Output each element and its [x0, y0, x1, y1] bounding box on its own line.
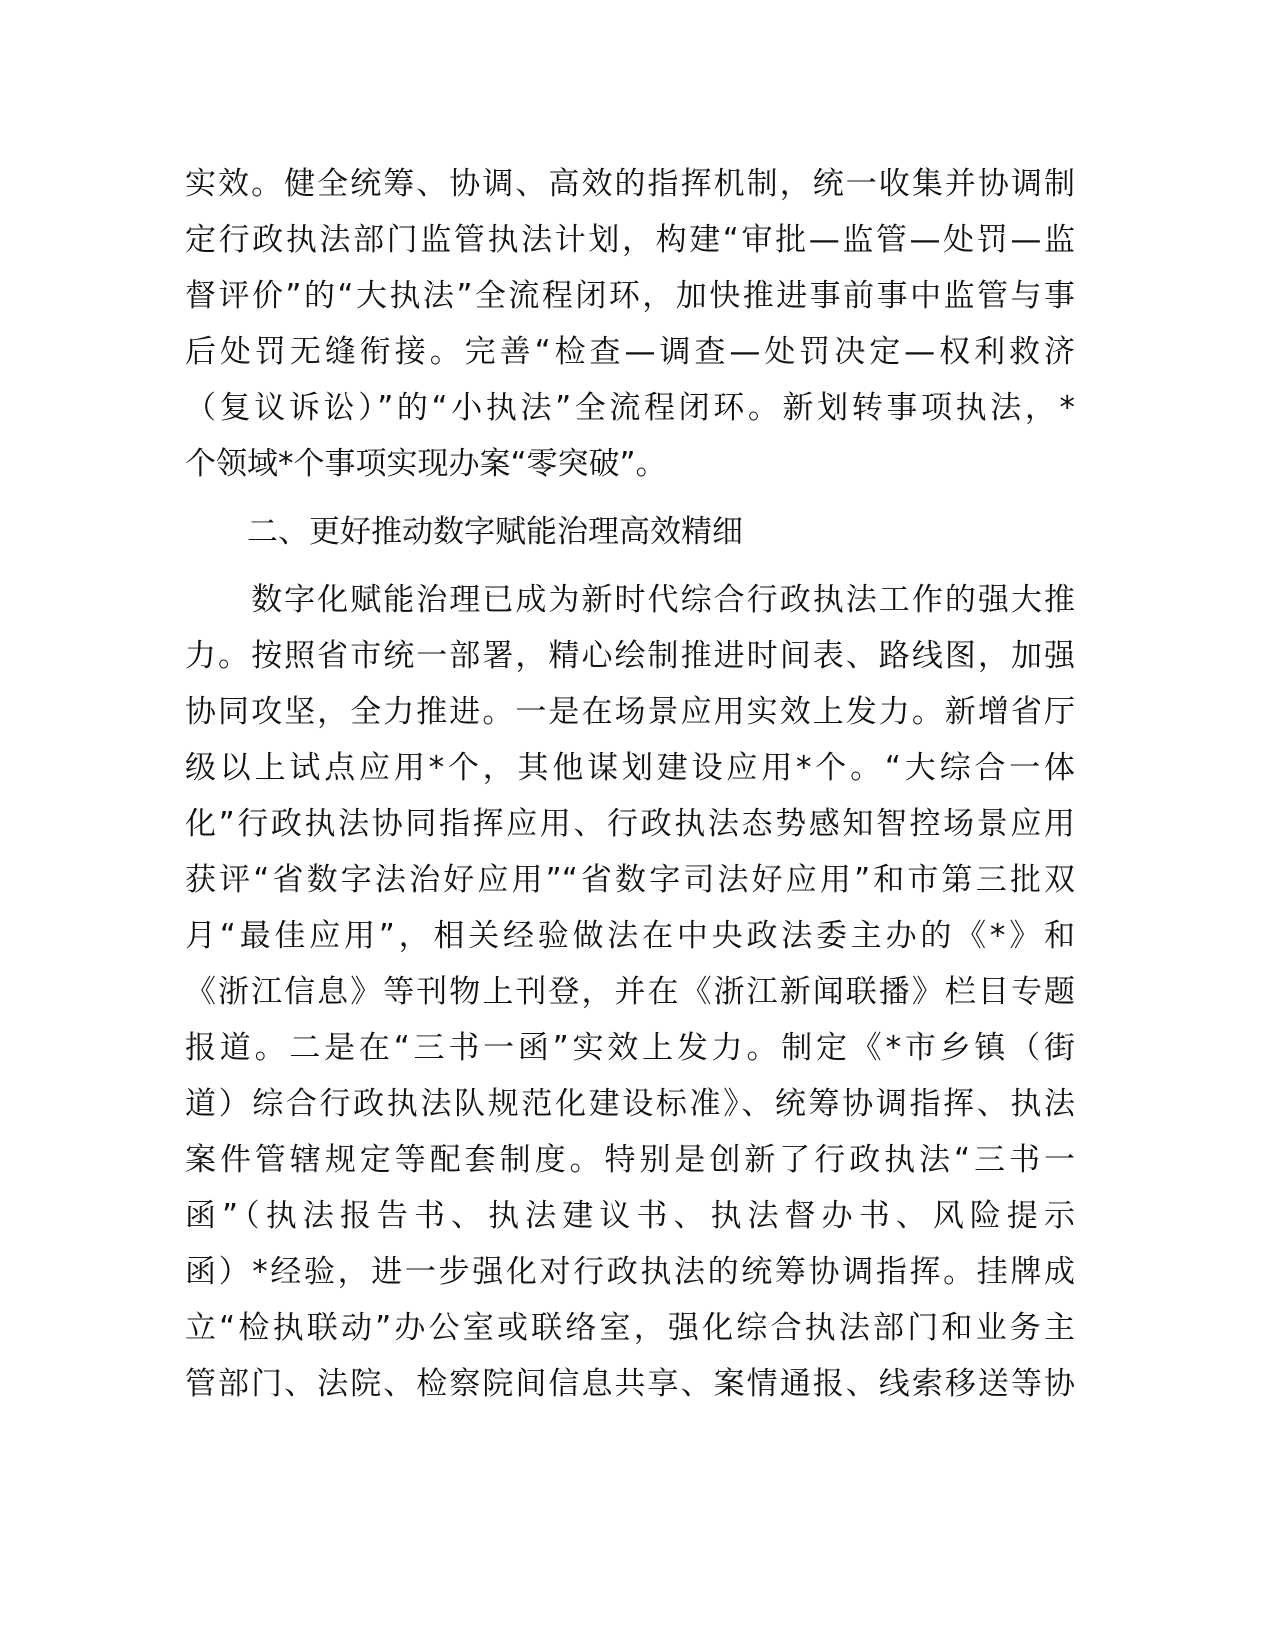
text-line: 函”（执法报告书、执法建议书、执法督办书、风险提示 [185, 1198, 1075, 1234]
text-line: 道）综合行政执法队规范化建设标准》、统筹协调指挥、执法 [185, 1086, 1075, 1122]
text-line: 督评价”的“大执法”全流程闭环，加快推进事前事中监管与事 [185, 278, 1075, 314]
text-line: 力。按照省市统一部署，精心绘制推进时间表、路线图，加强 [185, 638, 1075, 674]
text-line: 管部门、法院、检察院间信息共享、案情通报、线索移送等协 [185, 1366, 1075, 1402]
text-line: 案件管辖规定等配套制度。特别是创新了行政执法“三书一 [185, 1142, 1075, 1178]
paragraph [185, 156, 1075, 492]
text-line: 报道。二是在“三书一函”实效上发力。制定《*市乡镇（街 [185, 1030, 1075, 1066]
document-body [185, 156, 1075, 1412]
text-line: 月“最佳应用”，相关经验做法在中央政法委主办的《*》和 [185, 918, 1075, 954]
text-line: 获评“省数字法治好应用”“省数字司法好应用”和市第三批双 [185, 862, 1075, 898]
text-line: 化”行政执法协同指挥应用、行政执法态势感知智控场景应用 [185, 806, 1075, 842]
text-line: 实效。健全统筹、协调、高效的指挥机制，统一收集并协调制 [185, 166, 1075, 202]
section-heading: 二、更好推动数字赋能治理高效精细 [247, 514, 743, 550]
text-line: （复议诉讼）”的“小执法”全流程闭环。新划转事项执法，* [185, 390, 1075, 426]
text-line: 个领域*个事项实现办案“零突破”。 [185, 446, 667, 482]
text-line: 后处罚无缝衔接。完善“检查—调查—处罚决定—权利救济 [185, 334, 1075, 370]
text-line: 协同攻坚，全力推进。一是在场景应用实效上发力。新增省厅 [185, 694, 1075, 730]
text-line: 《浙江信息》等刊物上刊登，并在《浙江新闻联播》栏目专题 [185, 974, 1075, 1010]
text-line: 数字化赋能治理已成为新时代综合行政执法工作的强大推 [185, 582, 1075, 618]
paragraph [185, 572, 1075, 1412]
text-line: 函）*经验，进一步强化对行政执法的统筹协调指挥。挂牌成 [185, 1254, 1075, 1290]
text-line: 定行政执法部门监管执法计划，构建“审批—监管—处罚—监 [185, 222, 1075, 258]
text-line: 立“检执联动”办公室或联络室，强化综合执法部门和业务主 [185, 1310, 1075, 1346]
text-line: 级以上试点应用*个，其他谋划建设应用*个。“大综合一体 [185, 750, 1075, 786]
